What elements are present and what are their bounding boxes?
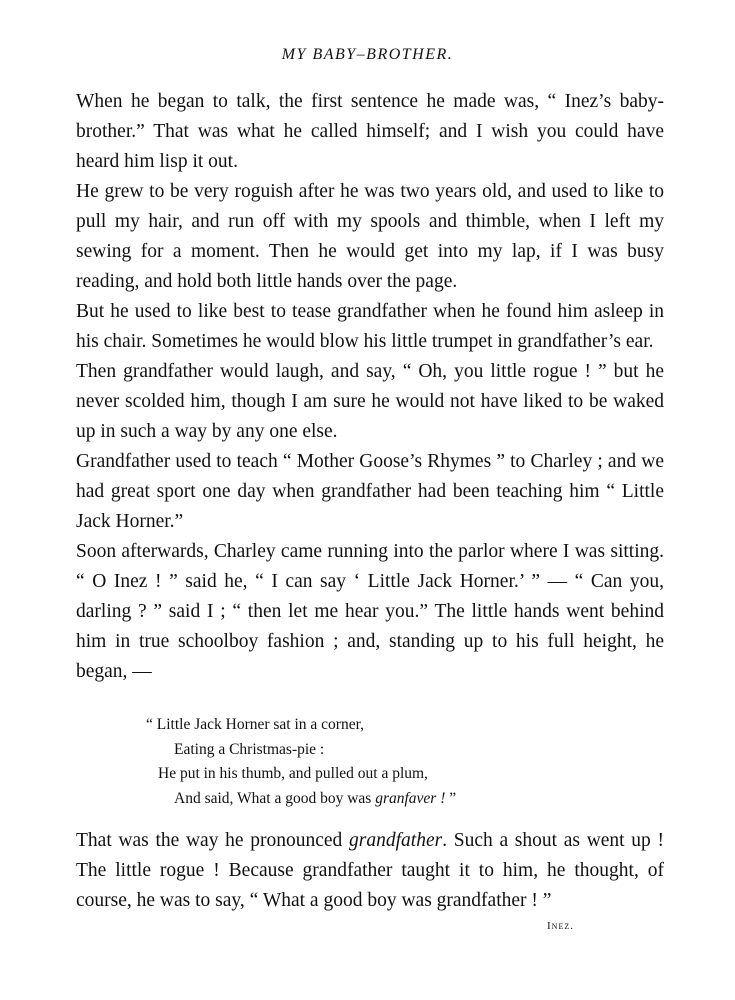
paragraph: But he used to like best to tease grandfather when he found him asleep in his chair. Sometimes he would blow his little trumpet in grandfather’s ear. (76, 301, 664, 352)
closing-italic-word: grandfather (349, 830, 443, 851)
running-title: MY BABY–BROTHER. (281, 46, 454, 63)
verse-italic-word: granfaver ! (375, 789, 446, 807)
closing-text: That was the way he pronounced (76, 830, 350, 851)
verse-line (174, 787, 566, 812)
paragraph: When he began to talk, the first sentence he made was, “ Inez’s baby-brother.” That was what he called himself; and I wish you could have heard him lisp it out. (76, 91, 664, 172)
author-signature: Inez. (547, 920, 574, 932)
paragraph: Soon afterwards, Charley came running into the parlor where I was sitting. “ O Inez ! ” said he, “ I can say ‘ Little Jack Horner.’ ” — “ Can you, darling ? ” said I ; “ then let me hear you.” The little hands went behind him in true schoolboy fashion ; and, standing up to his full height, he began, — (76, 541, 664, 682)
paragraph: He grew to be very roguish after he was two years old, and used to like to pull my hair, and run off with my spools and thimble, when I left my sewing for a moment. Then he would get into my lap, if I was busy reading, and hold both little hands over the page. (76, 181, 664, 292)
verse-line: Eating a Christmas-pie : (174, 740, 325, 758)
verse-text: And said, What a good boy was (174, 789, 376, 807)
verse-line: He put in his thumb, and pulled out a plum, (158, 765, 428, 782)
verse-line: “ Little Jack Horner sat in a corner, (146, 716, 365, 733)
verse-block (146, 713, 566, 811)
paragraph: Then grandfather would laugh, and say, “ Oh, you little rogue ! ” but he never scolded him, though I am sure he would not have liked to be waked up in such a way by any one else. (76, 361, 664, 442)
paragraph: Grandfather used to teach “ Mother Goose’s Rhymes ” to Charley ; and we had great sport one day when grandfather had been teaching him “ Little Jack Horner.” (76, 451, 664, 532)
main-text (76, 87, 664, 687)
closing-paragraph (76, 826, 664, 916)
closing-text: . Such a shout as went up ! The little rogue ! Because grandfather taught it to him, he thought, of course, he was to say, “ What a good boy was grandfather ! ” (76, 830, 664, 911)
paragraph (76, 826, 664, 916)
verse-text: ” (445, 789, 457, 807)
